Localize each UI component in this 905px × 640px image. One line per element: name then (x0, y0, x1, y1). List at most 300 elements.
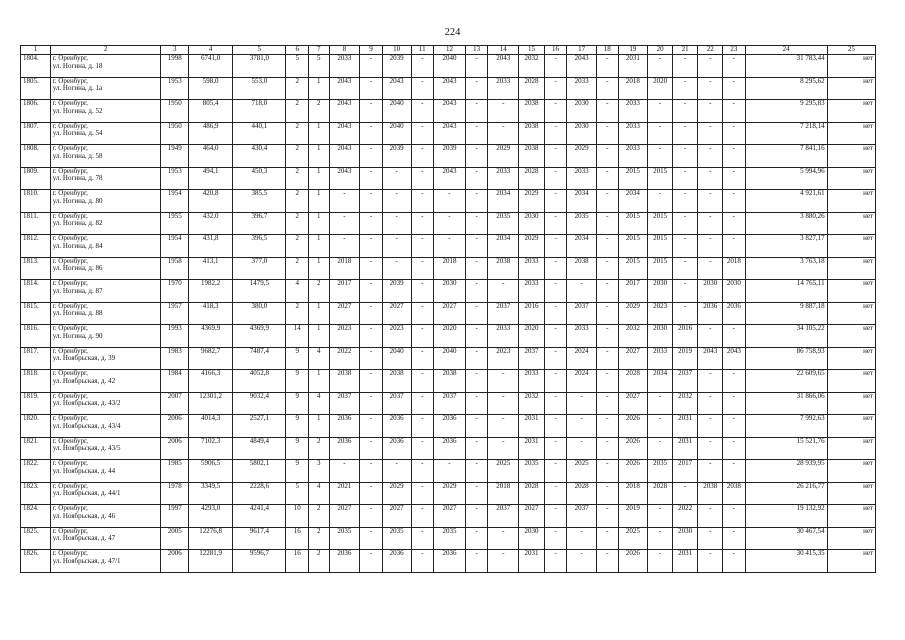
cell-c17: - (567, 280, 597, 303)
address-city: г. Оренбург, (52, 482, 88, 490)
cell-c12: 2036 (434, 437, 466, 460)
cell-f: 2 (286, 122, 309, 145)
cell-c23: - (723, 190, 746, 213)
cell-c12: 2020 (434, 325, 466, 348)
cell-c25: нет (827, 100, 875, 123)
address-street: ул. Ногина, д. 86 (52, 264, 103, 273)
address-city: г. Оренбург, (52, 144, 88, 152)
address-street: ул. Ногина, д. 1а (52, 84, 103, 93)
cell-c9: - (360, 527, 383, 550)
address-city: г. Оренбург, (52, 549, 88, 557)
cell-s2: 2527,1 (233, 415, 286, 438)
address-city: г. Оренбург, (52, 77, 88, 85)
cell-c10: - (382, 212, 411, 235)
cell-c9: - (360, 145, 383, 168)
cell-c19: 2015 (618, 235, 648, 258)
cell-s2: 553,0 (233, 77, 286, 100)
cell-c24: 31 783,44 (745, 55, 827, 78)
row-number: 1825. (21, 527, 51, 550)
cell-c11: - (411, 55, 434, 78)
cell-c24: 30 415,35 (745, 550, 827, 573)
cell-c9: - (360, 280, 383, 303)
cell-f: 2 (286, 235, 309, 258)
cell-c19: 2033 (618, 100, 648, 123)
cell-c20: - (648, 505, 673, 528)
cell-c19: 2032 (618, 325, 648, 348)
cell-c24: 30 467,54 (745, 527, 827, 550)
table-row (21, 122, 876, 145)
cell-e: 1 (309, 145, 330, 168)
column-header: 23 (723, 46, 746, 55)
address-cell (50, 167, 161, 190)
cell-f: 2 (286, 302, 309, 325)
cell-c18: - (597, 122, 619, 145)
cell-s1: 418,3 (189, 302, 233, 325)
cell-c20: 2023 (648, 302, 673, 325)
cell-c23: - (723, 460, 746, 483)
address-cell (50, 347, 161, 370)
cell-c21: - (672, 122, 698, 145)
cell-c20: 2015 (648, 212, 673, 235)
cell-s1: 9682,7 (189, 347, 233, 370)
column-header: 18 (597, 46, 619, 55)
cell-c13: - (465, 122, 488, 145)
address-street: ул. Ноябрьская, д. 46 (52, 511, 116, 520)
cell-c22: - (698, 235, 723, 258)
cell-c12: - (434, 190, 466, 213)
cell-y: 1998 (161, 55, 189, 78)
cell-c13: - (465, 482, 488, 505)
row-number: 1817. (21, 347, 51, 370)
cell-c8: 2022 (329, 347, 360, 370)
cell-c15: 2029 (519, 190, 545, 213)
cell-y: 1953 (161, 167, 189, 190)
cell-c21: 2030 (672, 527, 698, 550)
address-cell (50, 145, 161, 168)
cell-c21: - (672, 302, 698, 325)
cell-s1: 1982,2 (189, 280, 233, 303)
cell-c14: - (488, 527, 519, 550)
cell-c17: 2034 (567, 190, 597, 213)
address-street: ул. Ногина, д. 54 (52, 129, 103, 138)
cell-c9: - (360, 100, 383, 123)
cell-f: 9 (286, 460, 309, 483)
address-street: ул. Ноябрьская, д. 43/2 (52, 399, 121, 408)
cell-s2: 9596,7 (233, 550, 286, 573)
cell-c19: 2034 (618, 190, 648, 213)
cell-c21: 2019 (672, 347, 698, 370)
cell-f: 4 (286, 280, 309, 303)
cell-f: 2 (286, 100, 309, 123)
cell-c16: - (544, 437, 567, 460)
table-row (21, 550, 876, 573)
address-street: ул. Ногина, д. 58 (52, 151, 103, 160)
cell-c19: 2017 (618, 280, 648, 303)
cell-c14: 2025 (488, 460, 519, 483)
cell-c11: - (411, 325, 434, 348)
cell-c16: - (544, 325, 567, 348)
cell-c10: - (382, 460, 411, 483)
address-cell (50, 415, 161, 438)
cell-c24: 26 216,77 (745, 482, 827, 505)
table-row (21, 55, 876, 78)
cell-c23: 2018 (723, 257, 746, 280)
cell-c10: 2036 (382, 437, 411, 460)
cell-c23: - (723, 325, 746, 348)
cell-c19: 2026 (618, 550, 648, 573)
cell-s1: 3349,5 (189, 482, 233, 505)
cell-c12: 2043 (434, 77, 466, 100)
cell-c24: 28 939,95 (745, 460, 827, 483)
cell-c20: 2015 (648, 167, 673, 190)
cell-c20: 2020 (648, 77, 673, 100)
row-number: 1815. (21, 302, 51, 325)
cell-c21: 2032 (672, 392, 698, 415)
cell-c12: 2043 (434, 122, 466, 145)
cell-f: 14 (286, 325, 309, 348)
table-row (21, 190, 876, 213)
cell-c20: - (648, 122, 673, 145)
cell-c11: - (411, 527, 434, 550)
cell-c14: 2029 (488, 145, 519, 168)
cell-c14: - (488, 280, 519, 303)
column-header: 14 (488, 46, 519, 55)
cell-c23: - (723, 235, 746, 258)
cell-c19: 2015 (618, 257, 648, 280)
table-row (21, 77, 876, 100)
cell-e: 1 (309, 370, 330, 393)
cell-c11: - (411, 212, 434, 235)
cell-c11: - (411, 482, 434, 505)
cell-c8: 2043 (329, 145, 360, 168)
row-number: 1823. (21, 482, 51, 505)
cell-c18: - (597, 460, 619, 483)
address-city: г. Оренбург, (52, 504, 88, 512)
cell-c22: 2036 (698, 302, 723, 325)
cell-e: 1 (309, 190, 330, 213)
row-number: 1811. (21, 212, 51, 235)
cell-f: 9 (286, 392, 309, 415)
cell-c15: 2033 (519, 257, 545, 280)
cell-c19: 2019 (618, 505, 648, 528)
cell-c13: - (465, 392, 488, 415)
cell-c10: 2036 (382, 550, 411, 573)
cell-y: 1949 (161, 145, 189, 168)
cell-c11: - (411, 122, 434, 145)
address-city: г. Оренбург, (52, 212, 88, 220)
address-city: г. Оренбург, (52, 54, 88, 62)
cell-c11: - (411, 77, 434, 100)
cell-c17: 2025 (567, 460, 597, 483)
cell-c9: - (360, 55, 383, 78)
cell-e: 2 (309, 100, 330, 123)
cell-c13: - (465, 212, 488, 235)
cell-c10: - (382, 235, 411, 258)
cell-c22: - (698, 370, 723, 393)
cell-c23: 2030 (723, 280, 746, 303)
cell-e: 1 (309, 122, 330, 145)
cell-c19: 2027 (618, 392, 648, 415)
cell-c12: 2029 (434, 482, 466, 505)
cell-c22: - (698, 55, 723, 78)
cell-f: 9 (286, 415, 309, 438)
cell-c16: - (544, 167, 567, 190)
cell-c8: 2033 (329, 55, 360, 78)
cell-c13: - (465, 302, 488, 325)
cell-c20: - (648, 392, 673, 415)
address-street: ул. Ноябрьская, д. 39 (52, 354, 116, 363)
cell-c10: 2040 (382, 122, 411, 145)
cell-e: 1 (309, 325, 330, 348)
cell-s2: 377,0 (233, 257, 286, 280)
cell-s2: 440,1 (233, 122, 286, 145)
cell-c18: - (597, 77, 619, 100)
cell-c13: - (465, 550, 488, 573)
cell-c25: нет (827, 437, 875, 460)
cell-e: 4 (309, 347, 330, 370)
address-city: г. Оренбург, (52, 392, 88, 400)
cell-c13: - (465, 415, 488, 438)
cell-c12: - (434, 235, 466, 258)
cell-c21: 2031 (672, 437, 698, 460)
cell-c17: - (567, 437, 597, 460)
cell-c8: 2036 (329, 437, 360, 460)
cell-y: 2007 (161, 392, 189, 415)
column-header: 2 (50, 46, 161, 55)
cell-s2: 4369,9 (233, 325, 286, 348)
cell-c10: 2039 (382, 280, 411, 303)
cell-c20: 2015 (648, 235, 673, 258)
address-street: ул. Ногина, д. 84 (52, 241, 103, 250)
table-row (21, 437, 876, 460)
row-number: 1824. (21, 505, 51, 528)
cell-c11: - (411, 235, 434, 258)
cell-c22: 2038 (698, 482, 723, 505)
table-row (21, 392, 876, 415)
cell-c25: нет (827, 257, 875, 280)
cell-c19: 2026 (618, 437, 648, 460)
cell-c11: - (411, 190, 434, 213)
cell-c13: - (465, 167, 488, 190)
cell-c15: 2035 (519, 460, 545, 483)
cell-s2: 396,7 (233, 212, 286, 235)
cell-c8: - (329, 235, 360, 258)
cell-c11: - (411, 370, 434, 393)
cell-c25: нет (827, 505, 875, 528)
cell-c10: - (382, 190, 411, 213)
cell-c16: - (544, 460, 567, 483)
cell-c25: нет (827, 370, 875, 393)
table-row (21, 145, 876, 168)
cell-c19: 2026 (618, 460, 648, 483)
address-cell (50, 482, 161, 505)
table-row (21, 257, 876, 280)
address-street: ул. Ногина, д. 18 (52, 61, 103, 70)
cell-f: 9 (286, 347, 309, 370)
cell-c25: нет (827, 347, 875, 370)
cell-c24: 4 921,61 (745, 190, 827, 213)
cell-y: 1983 (161, 347, 189, 370)
cell-c24: 9 887,18 (745, 302, 827, 325)
address-cell (50, 370, 161, 393)
cell-s1: 12281,9 (189, 550, 233, 573)
address-street: ул. Ногина, д. 90 (52, 331, 103, 340)
cell-c22: - (698, 460, 723, 483)
address-street: ул. Ногина, д. 80 (52, 196, 103, 205)
cell-s2: 4052,8 (233, 370, 286, 393)
cell-e: 1 (309, 415, 330, 438)
cell-c23: - (723, 527, 746, 550)
cell-s2: 4849,4 (233, 437, 286, 460)
cell-y: 2005 (161, 527, 189, 550)
cell-c13: - (465, 280, 488, 303)
address-cell (50, 257, 161, 280)
row-number: 1819. (21, 392, 51, 415)
cell-c17: 2033 (567, 325, 597, 348)
cell-c18: - (597, 212, 619, 235)
cell-s2: 718,0 (233, 100, 286, 123)
cell-c24: 86 758,93 (745, 347, 827, 370)
cell-c10: 2043 (382, 77, 411, 100)
cell-c18: - (597, 482, 619, 505)
cell-c22: - (698, 415, 723, 438)
cell-c21: - (672, 77, 698, 100)
cell-c20: 2015 (648, 257, 673, 280)
cell-c8: 2021 (329, 482, 360, 505)
cell-s2: 430,4 (233, 145, 286, 168)
row-number: 1805. (21, 77, 51, 100)
page-number: 224 (444, 27, 461, 38)
cell-c21: 2022 (672, 505, 698, 528)
cell-c12: 2038 (434, 370, 466, 393)
cell-y: 1950 (161, 100, 189, 123)
cell-c20: 2028 (648, 482, 673, 505)
column-header: 19 (618, 46, 648, 55)
column-header: 24 (745, 46, 827, 55)
cell-c23: - (723, 550, 746, 573)
cell-c12: - (434, 212, 466, 235)
cell-c18: - (597, 325, 619, 348)
cell-c9: - (360, 302, 383, 325)
cell-c24: 14 765,11 (745, 280, 827, 303)
cell-c15: 2020 (519, 325, 545, 348)
cell-e: 1 (309, 257, 330, 280)
cell-c21: 2016 (672, 325, 698, 348)
table-row (21, 527, 876, 550)
cell-c14: 2023 (488, 347, 519, 370)
cell-e: 2 (309, 527, 330, 550)
cell-s1: 432,0 (189, 212, 233, 235)
cell-c9: - (360, 370, 383, 393)
cell-c14: 2033 (488, 167, 519, 190)
cell-c22: - (698, 527, 723, 550)
cell-c25: нет (827, 325, 875, 348)
cell-c18: - (597, 257, 619, 280)
cell-y: 1957 (161, 302, 189, 325)
table-row (21, 370, 876, 393)
cell-c9: - (360, 482, 383, 505)
address-cell (50, 190, 161, 213)
cell-c9: - (360, 415, 383, 438)
cell-c25: нет (827, 212, 875, 235)
address-city: г. Оренбург, (52, 167, 88, 175)
cell-c23: - (723, 212, 746, 235)
cell-e: 4 (309, 392, 330, 415)
cell-c13: - (465, 325, 488, 348)
cell-c16: - (544, 280, 567, 303)
cell-c19: 2026 (618, 415, 648, 438)
cell-c10: - (382, 167, 411, 190)
cell-s1: 6741,0 (189, 55, 233, 78)
cell-y: 1978 (161, 482, 189, 505)
cell-c20: - (648, 55, 673, 78)
cell-c25: нет (827, 550, 875, 573)
cell-y: 1953 (161, 77, 189, 100)
cell-c12: 2040 (434, 55, 466, 78)
cell-c25: нет (827, 280, 875, 303)
cell-c14: 2037 (488, 505, 519, 528)
cell-c18: - (597, 370, 619, 393)
cell-c16: - (544, 527, 567, 550)
cell-c24: 5 994,96 (745, 167, 827, 190)
address-city: г. Оренбург, (52, 189, 88, 197)
cell-c14: 2038 (488, 257, 519, 280)
table-row (21, 347, 876, 370)
cell-c13: - (465, 460, 488, 483)
cell-c25: нет (827, 527, 875, 550)
cell-s1: 598,0 (189, 77, 233, 100)
cell-c12: 2036 (434, 550, 466, 573)
row-number: 1812. (21, 235, 51, 258)
cell-s1: 431,8 (189, 235, 233, 258)
cell-c24: 7 841,16 (745, 145, 827, 168)
cell-c11: - (411, 100, 434, 123)
column-header: 1 (21, 46, 51, 55)
column-header: 17 (567, 46, 597, 55)
cell-s1: 12301,2 (189, 392, 233, 415)
cell-c16: - (544, 77, 567, 100)
cell-c19: 2018 (618, 482, 648, 505)
cell-c25: нет (827, 235, 875, 258)
cell-s2: 7487,4 (233, 347, 286, 370)
address-cell (50, 392, 161, 415)
cell-c17: 2030 (567, 122, 597, 145)
cell-c23: - (723, 505, 746, 528)
cell-c9: - (360, 212, 383, 235)
address-city: г. Оренбург, (52, 347, 88, 355)
cell-c23: - (723, 100, 746, 123)
cell-c17: 2024 (567, 347, 597, 370)
cell-c21: 2031 (672, 550, 698, 573)
cell-s2: 380,0 (233, 302, 286, 325)
cell-f: 5 (286, 55, 309, 78)
cell-c9: - (360, 190, 383, 213)
cell-c10: 2039 (382, 145, 411, 168)
cell-c15: 2037 (519, 347, 545, 370)
cell-c18: - (597, 347, 619, 370)
cell-f: 5 (286, 482, 309, 505)
cell-e: 2 (309, 550, 330, 573)
cell-c23: 2038 (723, 482, 746, 505)
cell-c18: - (597, 55, 619, 78)
cell-c22: - (698, 437, 723, 460)
cell-c14: 2034 (488, 235, 519, 258)
cell-c14: - (488, 370, 519, 393)
cell-c9: - (360, 392, 383, 415)
cell-c15: 2033 (519, 370, 545, 393)
cell-c23: - (723, 415, 746, 438)
cell-c14: - (488, 550, 519, 573)
